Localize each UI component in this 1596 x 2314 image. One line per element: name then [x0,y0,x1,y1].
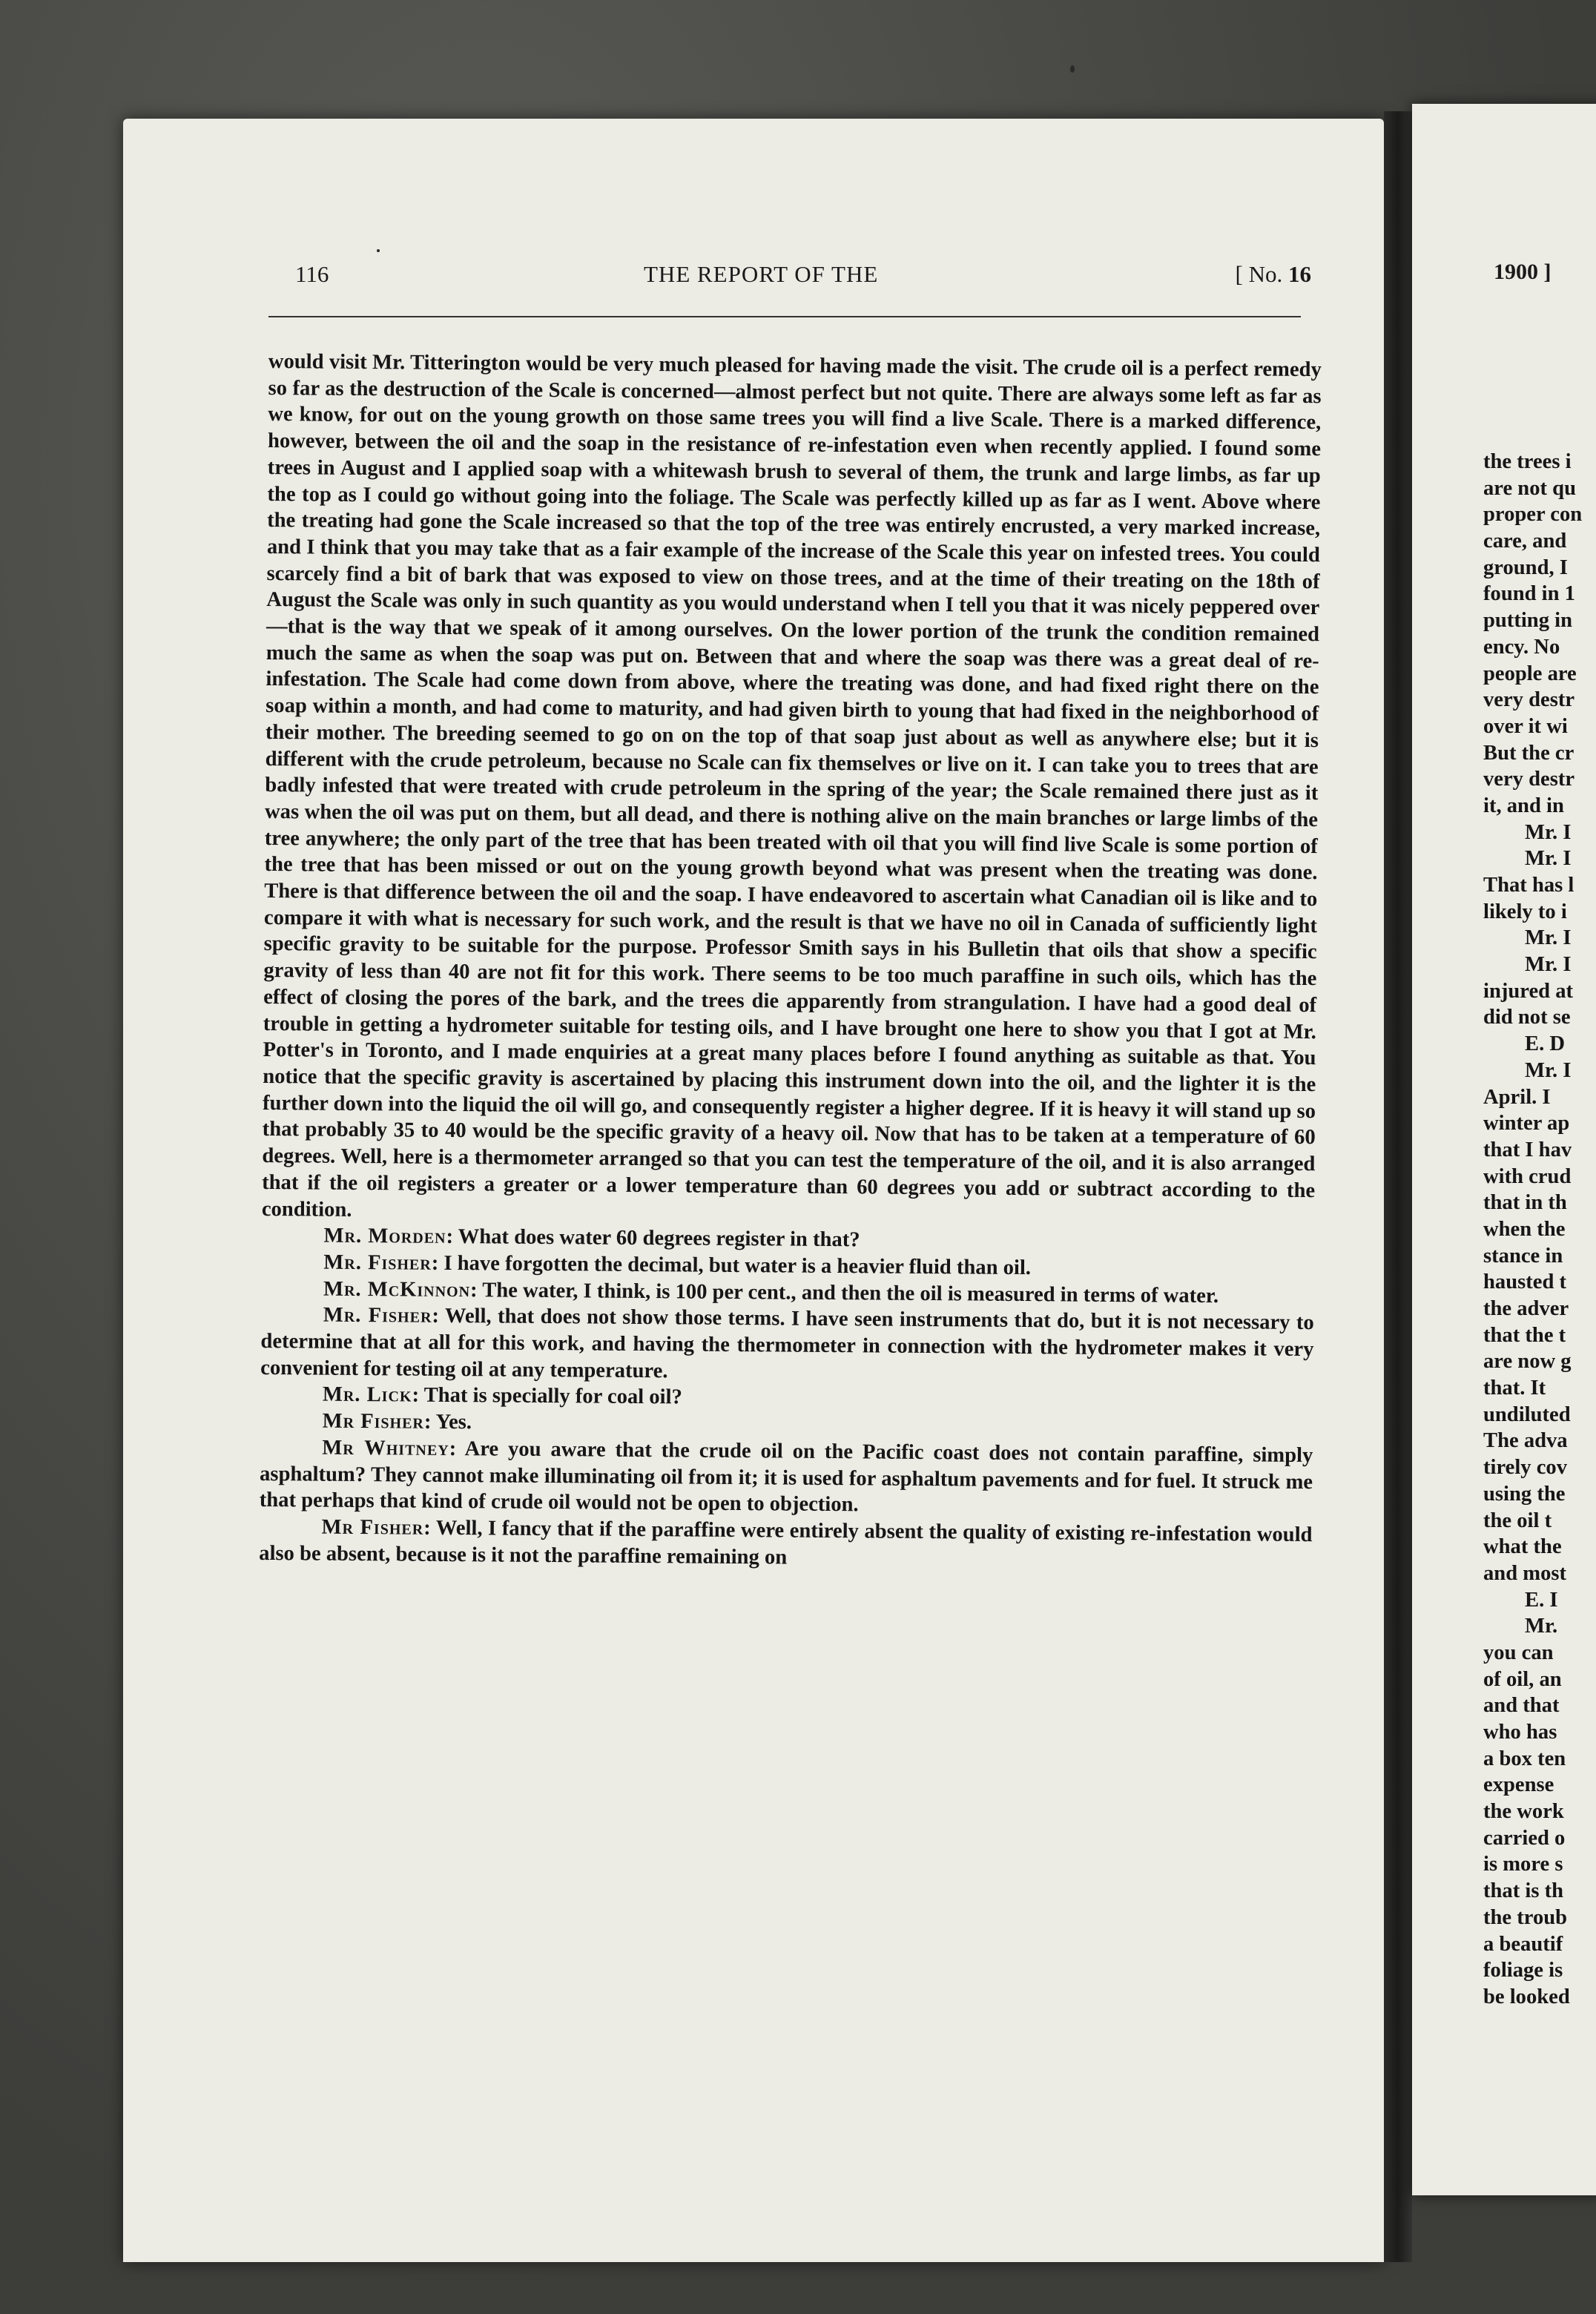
dialogue-paragraph: Mr. Fisher: I have forgotten the decimal, but water is a heavier fluid than oil. [323,1250,1032,1280]
dialogue-paragraph: Mr. McKinnon: The water, I think, is 100 per cent., and then the oil is measured in terms of water. [323,1277,1219,1308]
running-title: THE REPORT OF THE [644,261,879,287]
right-page-line: of oil, an [1483,1667,1562,1691]
issue-prefix: [ No. [1235,261,1283,287]
right-page-line: Mr. I [1525,953,1572,977]
dialogue-paragraph: Mr. Morden: What does water 60 degrees register in that? [323,1224,860,1252]
dust-speck [1070,65,1075,73]
right-page-line: Mr. I [1525,847,1572,871]
dialogue-paragraph: Mr Fisher: Yes. [322,1409,472,1434]
right-page-line: stance in [1483,1244,1563,1268]
paragraph-text: Well, I fancy that if the paraffine were entirely absent the quality of existing re-infestation would also be absent, because is it not the paraffine remaining on [259,1516,1313,1569]
speaker-name: Mr Fisher [322,1409,425,1434]
right-page-line: very destr [1483,768,1575,791]
book-gutter [1384,111,1412,2262]
speaker-name: Mr. Lick [322,1383,412,1407]
body-text [259,349,1322,1575]
right-page-line: winter ap [1483,1112,1570,1135]
speaker-name: Mr. Morden [323,1224,446,1249]
right-page-line: E. D [1525,1032,1566,1056]
right-page-line: injured at [1483,979,1574,1003]
speaker-name: Mr Whitney [322,1436,449,1460]
dialogue-paragraph: Mr. Fisher: Well, that does not show those terms. I have seen instruments that do, but it is not necessary to determine that at all for this work, and having the thermometer in connection with the hydrometer makes it very convenient for testing oil at any temperature. [260,1303,1314,1382]
right-page-line: with crud [1483,1164,1572,1188]
right-page-line: likely to i [1483,900,1567,923]
right-page-line: be looked [1483,1985,1570,2008]
right-page-line: who has [1483,1721,1557,1744]
right-page-line: expense [1483,1773,1554,1797]
right-page-line: are not qu [1483,476,1576,500]
right-page-header: 1900 ] [1494,260,1552,284]
body-paragraph [262,349,1322,1230]
right-page-line: very destr [1483,688,1575,712]
paragraph-text: would visit Mr. Titterington would be very much pleased for having made the visit. The crude oil is a perfect remedy so far as the destruction of the Scale is concerned—almost perfect but not quite. There are always some left as far as we know, for out on the young growth on those same trees you will find a live Scale. There is a marked difference, however, between the oil and the soap in the resistance of re-infestation even when recently applied. I found some trees in August and I applied soap with a whitewash brush to several of them, the trunk and large limbs, as far up the top as I could go without going into the foliage. The Scale was perfectly killed up as far as I went. Above where the treating had gone the Scale increased so that the top of the tree was entirely encrusted, a very marked increase, and I think that you may take that as a fair example of the increase of the Scale this year on infested trees. You could scarcely find a bit of bark that was exposed to view on those trees, and at the time of their treating on the 18th of August the Scale was only in such quantity as you would understand when I tell you that it was nicely peppered over—that is the way that we speak of it among ourselves. On the lower portion of the trunk the condition remained much the same as when the soap was put on. Between that and where the soap was there was a great deal of re-infestation. The Scale had come down from above, where the treating was done, and had fixed right there on the soap within a month, and had come to maturity, and had given birth to young that had fixed in the neighborhood of their mother. The breeding seemed to go on on the top of that soap just about as well as anywhere else; but it is different with the crude petroleum, because no Scale can fix themselves or live on it. I can take you to trees that are badly infested that were treated with crude petroleum in the spring of the year; the Scale remained there just as it was when the oil was put on them, but all dead, and there is nothing alive on the main branches or large limbs of the tree anywhere; the only part of the tree that has been treated with oil that you will find live Scale is some portion of the tree that has been missed or out on the young growth beyond what was present when the treating was done. There is that difference between the oil and the soap. I have endeavored to ascertain what Canadian oil is like and to compare it with what is necessary for such work, and the result is that we have no oil in Canada of sufficiently light specific gravity to be suitable for the purpose. Professor Smith says in his Bulletin that oils that show a specific gravity of less than 40 are not fit for this work. There seems to be too much paraffine in such oils, which has the effect of closing the pores of the bark, and the trees die apparently from strangulation. I have had a good deal of trouble in getting a hydrometer suitable for testing oils, and I have brought one here to show you that I got at Mr. Potter's in Toronto, and I made enquiries at a great many places before I found anything as suitable as that. You notice that the specific gravity is ascertained by placing this instrument down into the oil, and the lighter it is the further down into the liquid the oil will go, and consequently register a higher degree. If it is heavy it will stand up so that probably 35 to 40 would be the specific gravity of a heavy oil. Now that has to be taken at a temperature of 60 degrees. Well, here is a thermometer arranged so that you can test the temperature of the oil, and it is also arranged that if the oil registers a greater or a lower temperature than 60 degrees you add or subtract according to the condition. [261,349,1322,1222]
speaker-name: Mr. Fisher [323,1303,432,1328]
speaker-name: Mr. Fisher [323,1250,432,1275]
right-page-line: a box ten [1483,1747,1566,1770]
right-page-line: the adver [1483,1297,1569,1320]
right-page-line: the oil t [1483,1509,1552,1532]
right-page-line: found in 1 [1483,582,1575,606]
right-page-line: people are [1483,662,1577,685]
dust-speck [377,249,380,252]
right-page-line: using the [1483,1482,1566,1506]
right-page [1412,104,1596,2195]
right-page-line: that in th [1483,1191,1567,1215]
right-page-line: did not se [1483,1006,1571,1029]
dialogue-paragraph: Mr Fisher: Well, I fancy that if the paraffine were entirely absent the quality of existing re-infestation would also be absent, because is it not the paraffine remaining on [259,1515,1313,1569]
right-page-line: Mr. I [1525,926,1572,950]
right-page-line: That has l [1483,874,1574,897]
right-page-line: are now g [1483,1350,1572,1374]
paragraph-text: What does water 60 degrees register in that? [458,1225,860,1252]
right-page-line: tirely cov [1483,1456,1568,1480]
speaker-name: Mr. McKinnon [323,1277,471,1302]
right-page-line: The adva [1483,1429,1568,1453]
speaker-name: Mr Fisher [321,1515,424,1540]
dialogue-paragraph: Mr. Lick: That is specially for coal oil? [322,1383,682,1409]
right-page-line: Mr. I [1525,820,1572,844]
right-page-line: proper con [1483,503,1583,527]
right-page-line: when the [1483,1217,1566,1241]
right-page-line: that I hav [1483,1138,1572,1161]
right-page-text [1483,449,1596,2011]
right-page-line: and that [1483,1694,1560,1718]
right-page-line: what the [1483,1535,1562,1559]
right-page-line: over it wi [1483,714,1568,738]
right-page-line: you can [1483,1641,1554,1664]
right-page-line: is more s [1483,1853,1563,1876]
right-page-line: But the cr [1483,741,1574,765]
right-page-line: Mr. [1525,1615,1558,1638]
issue-number [1236,261,1311,288]
right-page-line: a beautif [1483,1932,1563,1956]
right-page-line: undiluted [1483,1402,1571,1426]
paragraph-text: Are you aware that the crude oil on the Pacific coast does not contain paraffine, simply asphaltum? They cannot make illuminating oil from it; it is used for asphaltum pavements and for fuel. It struck me that perhaps that kind of crude oil would not be open to objection. [259,1437,1313,1517]
right-page-line: hausted t [1483,1270,1567,1294]
right-page-line: that is th [1483,1879,1564,1903]
right-page-line: that. It [1483,1377,1546,1400]
page-header [295,261,1311,298]
right-page-line: and most [1483,1561,1567,1585]
issue-value: 16 [1288,261,1311,287]
paragraph-text: Yes. [435,1410,472,1434]
paragraph-text: Well, that does not show those terms. I have seen instruments that do, but it is not necessary to determine that at all for this work, and having the thermometer in connection with the hydrometer makes it very convenient for testing oil at any temperature. [260,1305,1314,1382]
right-page-line: putting in [1483,609,1572,633]
right-page-line: foliage is [1483,1959,1563,1982]
right-page-line: carried o [1483,1826,1566,1850]
right-page-line: the troub [1483,1905,1568,1929]
right-page-line: that the t [1483,1323,1566,1347]
right-page-line: the trees i [1483,450,1572,473]
right-page-line: E. I [1525,1588,1558,1612]
paragraph-text: I have forgotten the decimal, but water is a heavier fluid than oil. [443,1251,1032,1280]
right-page-line: ency. No [1483,635,1560,659]
page-number: 116 [295,261,329,287]
paragraph-text: The water, I think, is 100 per cent., and then the oil is measured in terms of water. [482,1278,1219,1308]
right-page-line: the work [1483,1800,1564,1824]
paragraph-text: That is specially for coal oil? [423,1384,682,1409]
header-rule [268,316,1301,317]
right-page-line: ground, I [1483,556,1568,579]
right-page-line: Mr. I [1525,1058,1572,1082]
right-page-line: April. I [1483,1085,1551,1109]
right-page-line: it, and in [1483,794,1564,817]
dialogue-paragraph: Mr Whitney: Are you aware that the crude oil on the Pacific coast does not contain paraffine, simply asphaltum? They cannot make illuminating oil from it; it is used for asphaltum pavements and for fuel. It struck me that perhaps that kind of crude oil would not be open to objection. [259,1436,1313,1517]
right-page-line: care, and [1483,530,1567,553]
